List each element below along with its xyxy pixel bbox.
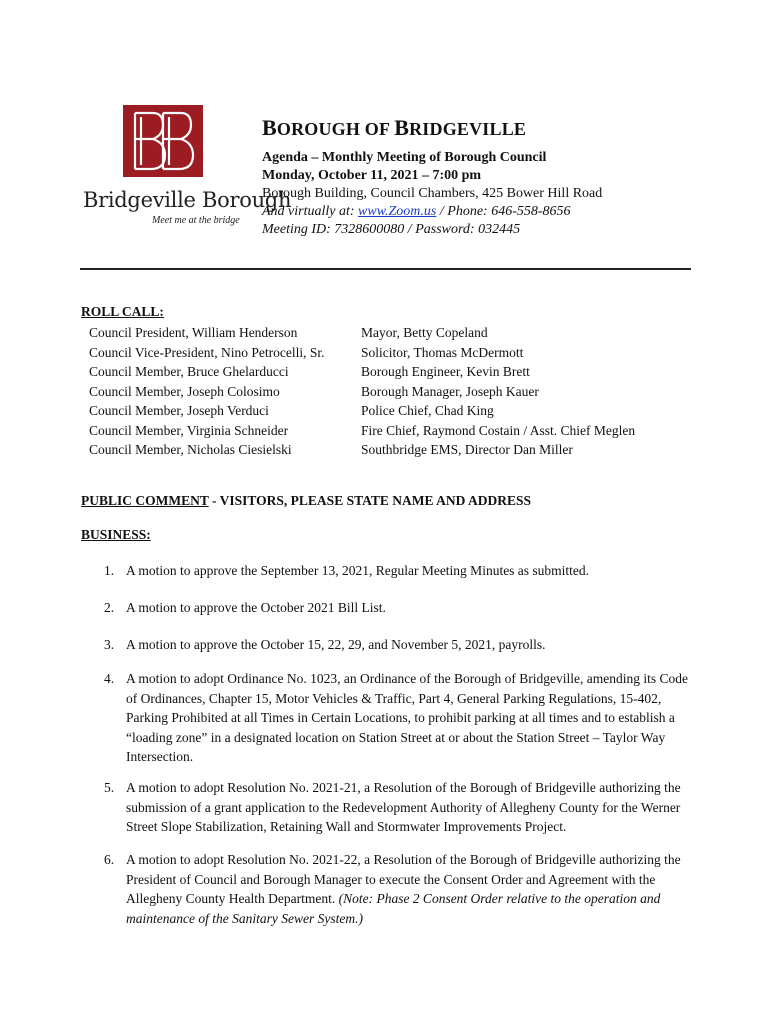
item-text: A motion to approve the October 15, 22, 29, and November 5, 2021, payrolls. xyxy=(126,637,546,652)
roll-call-entry: Mayor, Betty Copeland xyxy=(361,325,488,340)
roll-call-entry: Council Member, Joseph Colosimo xyxy=(89,383,280,399)
item-text: A motion to approve the October 2021 Bill List. xyxy=(126,600,386,615)
roll-call-entry: Borough Manager, Joseph Kauer xyxy=(361,383,539,399)
roll-call-entry: Council Member, Joseph Verduci xyxy=(89,403,269,418)
item-number: 4. xyxy=(104,671,115,686)
business-item-4 xyxy=(104,669,690,767)
virtual-line xyxy=(262,203,722,221)
item-text: A motion to approve the September 13, 2021, Regular Meeting Minutes as submitted. xyxy=(126,563,590,578)
item-number: 1. xyxy=(104,563,115,578)
roll-call-council-list xyxy=(89,323,325,460)
roll-call-heading: ROLL CALL: xyxy=(81,304,164,319)
roll-call-entry: Borough Engineer, Kevin Brett xyxy=(361,364,530,379)
roll-call-entry: Solicitor, Thomas McDermott xyxy=(361,344,524,360)
zoom-link[interactable]: www.Zoom.us xyxy=(358,204,437,219)
item-number: 2. xyxy=(104,600,115,615)
roll-call-entry: Southbridge EMS, Director Dan Miller xyxy=(361,442,573,457)
virtual-prefix: And virtually at: xyxy=(262,204,359,219)
title-initial-2: B xyxy=(394,115,410,140)
logo-wordmark: Bridgeville Borough xyxy=(83,188,292,212)
title-initial-1: B xyxy=(262,115,277,140)
title-part-2: RIDGEVILLE xyxy=(409,119,527,139)
business-item-5 xyxy=(104,778,690,837)
roll-call-entry: Council Member, Nicholas Ciesielski xyxy=(89,442,292,457)
roll-call-entry: Council Member, Virginia Schneider xyxy=(89,422,289,438)
borough-logo-mark xyxy=(123,105,203,177)
date-line: Monday, October 11, 2021 – 7:00 pm xyxy=(262,168,482,183)
business-item-2 xyxy=(104,598,690,618)
phone-text: / Phone: 646-558-8656 xyxy=(436,204,571,219)
public-comment-heading xyxy=(81,493,531,509)
header-divider xyxy=(80,268,691,270)
agenda-line: Agenda – Monthly Meeting of Borough Council xyxy=(262,150,547,165)
document-title xyxy=(262,115,722,141)
document-header xyxy=(262,115,722,239)
business-item-3 xyxy=(104,635,690,655)
item-note: (Note: Phase 2 Consent Order relative to the operation and maintenance of the Sanitary Sewer System.) xyxy=(126,891,661,926)
item-text: A motion to adopt Ordinance No. 1023, an Ordinance of the Borough of Bridgeville, amending its Code of Ordinances, Chapter 15, Motor Vehicles & Traffic, Part 4, General Parking Regulations, 15-402, Parking Prohibited at all Times in Certain Locations, to prohibit parking at all times and to establish a “loading zone” in a designated location on Station Street at or about the Station Street – Taylor Way Intersection. xyxy=(126,671,689,764)
item-number: 3. xyxy=(104,637,115,652)
meeting-id-line: Meeting ID: 7328600080 / Password: 032445 xyxy=(262,222,521,237)
logo-tagline: Meet me at the bridge xyxy=(152,215,240,226)
business-heading: BUSINESS: xyxy=(81,527,151,542)
roll-call-entry: Council President, William Henderson xyxy=(89,325,298,340)
item-text: A motion to adopt Resolution No. 2021-21, a Resolution of the Borough of Bridgeville authorizing the submission of a grant application to the Redevelopment Authority of Allegheny County for the Werner Street Slope Stabilization, Retaining Wall and Stormwater Improvements Project. xyxy=(126,780,681,834)
item-number: 6. xyxy=(104,852,115,867)
roll-call-entry: Police Chief, Chad King xyxy=(361,403,494,418)
business-item-6 xyxy=(104,850,690,928)
bb-monogram-icon xyxy=(123,105,203,177)
business-item-1 xyxy=(104,561,690,581)
item-text xyxy=(126,850,690,928)
location-line: Borough Building, Council Chambers, 425 Bower Hill Road xyxy=(262,186,603,201)
title-part-1: OROUGH OF xyxy=(276,119,395,139)
roll-call-entry: Council Member, Bruce Ghelarducci xyxy=(89,364,289,379)
item-body: A motion to adopt Resolution No. 2021-22, a Resolution of the Borough of Bridgeville authorizing the President of Council and Borough Manager to execute the Consent Order and Agreement with the Allegheny County Health Department. xyxy=(126,852,681,906)
roll-call-entry: Fire Chief, Raymond Costain / Asst. Chief Meglen xyxy=(361,422,636,438)
public-comment-instructions: - VISITORS, PLEASE STATE NAME AND ADDRESS xyxy=(208,493,531,508)
roll-call-entry: Council Vice-President, Nino Petrocelli, Sr. xyxy=(89,344,325,360)
roll-call-officials-list xyxy=(361,323,635,460)
public-comment-label: PUBLIC COMMENT xyxy=(81,493,209,508)
item-number: 5. xyxy=(104,780,115,795)
